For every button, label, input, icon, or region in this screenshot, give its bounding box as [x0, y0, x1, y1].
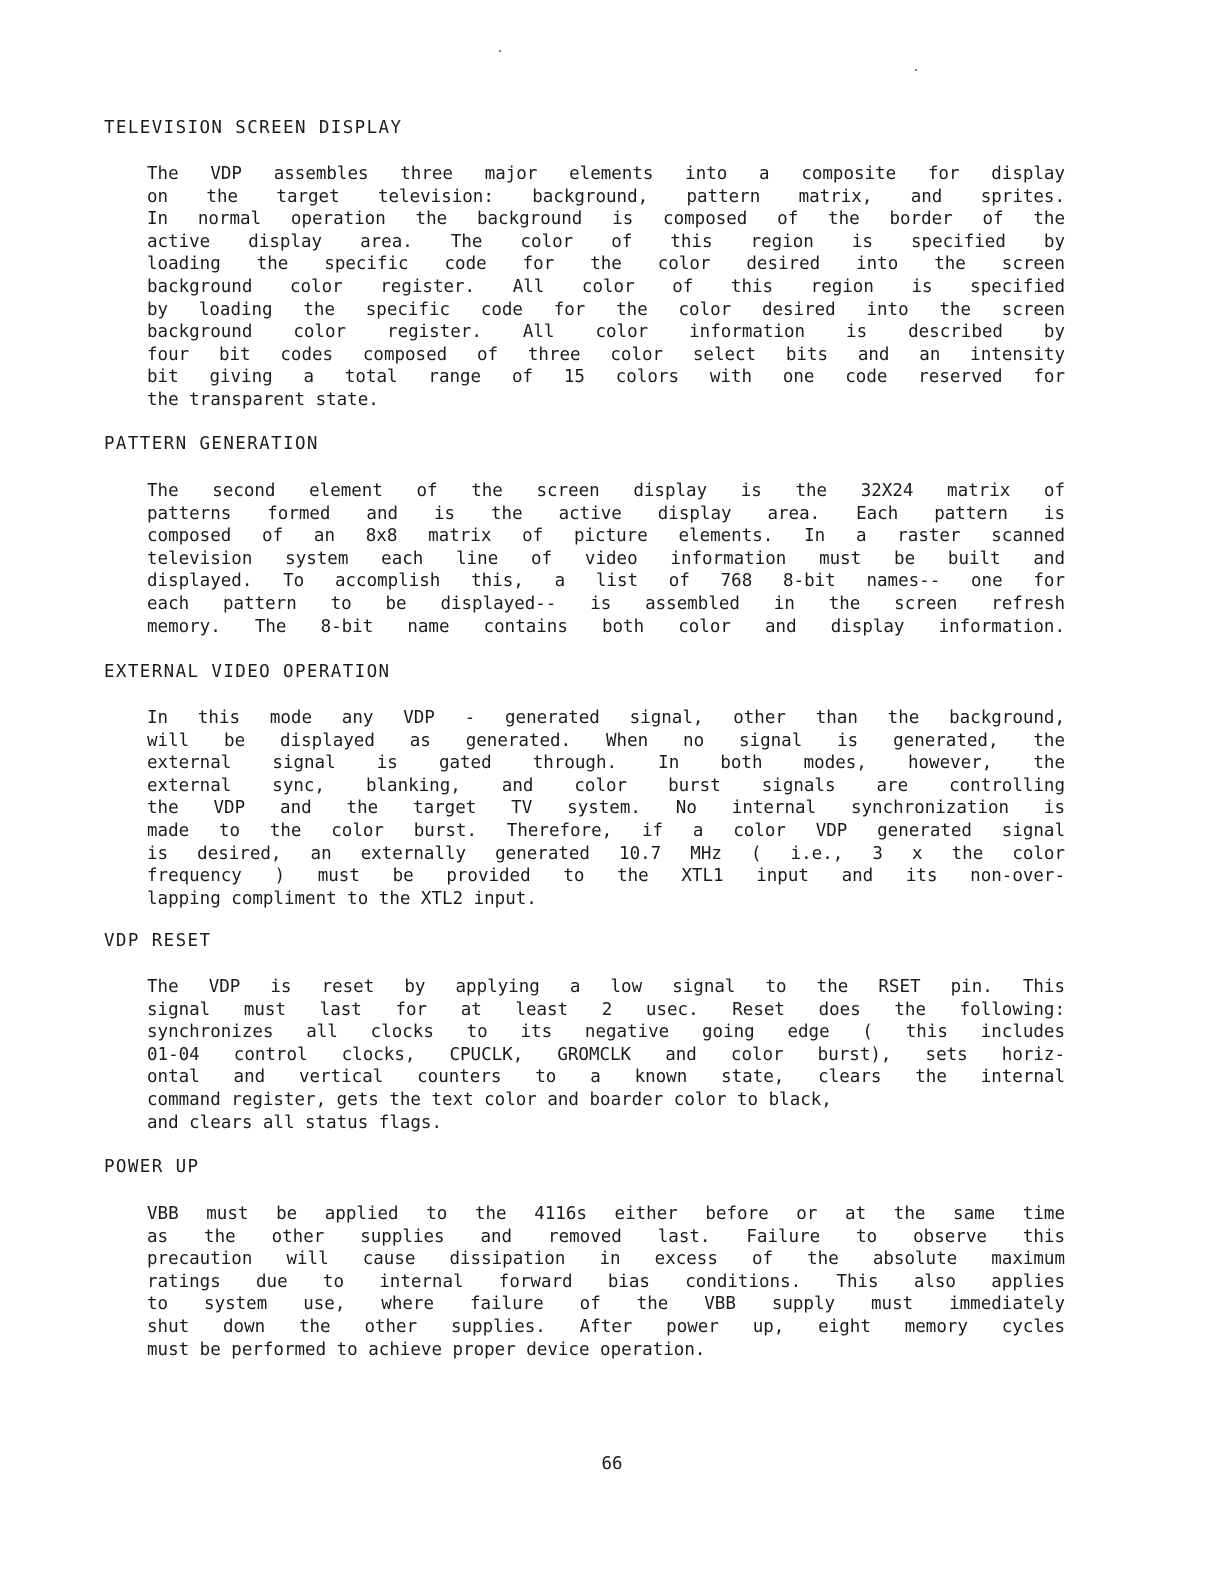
text-line: bit giving a total range of 15 colors with one code reserved for — [147, 367, 1065, 388]
text-line: composed of an 8x8 matrix of picture elements. In a raster scanned — [147, 526, 1065, 547]
text-line: background color register. All color of this region is specified — [147, 276, 1065, 297]
text-line: command register, gets the text color and boarder color to black, — [147, 1089, 832, 1110]
scan-speck — [915, 69, 917, 71]
text-line: the transparent state. — [147, 389, 379, 410]
text-line: by loading the specific code for the color desired into the screen — [147, 299, 1065, 320]
text-line: shut down the other supplies. After power up, eight memory cycles — [147, 1316, 1065, 1337]
section-heading-television-screen-display: TELEVISION SCREEN DISPLAY — [104, 118, 403, 138]
section-heading-external-video-operation: EXTERNAL VIDEO OPERATION — [104, 662, 391, 682]
text-line: external signal is gated through. In both modes, however, the — [147, 753, 1065, 774]
text-line: The second element of the screen display is the 32X24 matrix of — [147, 481, 1065, 501]
text-line: 01-04 control clocks, CPUCLK, GROMCLK and color burst), sets horiz- — [147, 1044, 1065, 1065]
paragraph-television-screen-display — [147, 163, 1065, 412]
section-heading-vdp-reset: VDP RESET — [104, 931, 212, 951]
text-line: background color register. All color information is described by — [147, 322, 1065, 343]
paragraph-power-up — [147, 1203, 1065, 1361]
paragraph-external-video-operation — [147, 707, 1065, 910]
text-line: displayed. To accomplish this, a list of 768 8-bit names-- one for — [147, 571, 1065, 592]
text-line: In normal operation the background is composed of the border of the — [147, 209, 1065, 230]
section-heading-power-up: POWER UP — [104, 1157, 200, 1177]
text-line: on the target television: background, pattern matrix, and sprites. — [147, 186, 1065, 207]
text-line: ontal and vertical counters to a known state, clears the internal — [147, 1067, 1065, 1088]
text-line: lapping compliment to the XTL2 input. — [147, 888, 537, 909]
text-line: and clears all status flags. — [147, 1112, 443, 1133]
text-line: must be performed to achieve proper device operation. — [147, 1339, 706, 1360]
text-line: signal must last for at least 2 usec. Reset does the following: — [147, 999, 1065, 1020]
page-number: 66 — [601, 1454, 623, 1474]
text-line: television system each line of video information must be built and — [147, 548, 1065, 569]
text-line: loading the specific code for the color desired into the screen — [147, 254, 1065, 275]
paragraph-pattern-generation — [147, 480, 1065, 638]
text-line: The VDP is reset by applying a low signal to the RSET pin. This — [147, 977, 1065, 997]
text-line: each pattern to be displayed-- is assembled in the screen refresh — [147, 593, 1065, 614]
scan-speck — [499, 50, 501, 52]
text-line: will be displayed as generated. When no signal is generated, the — [147, 730, 1065, 751]
text-line: ratings due to internal forward bias conditions. This also applies — [147, 1271, 1065, 1292]
text-line: the VDP and the target TV system. No internal synchronization is — [147, 798, 1065, 819]
text-line: frequency ) must be provided to the XTL1 input and its non-over- — [147, 866, 1065, 887]
text-line: precaution will cause dissipation in excess of the absolute maximum — [147, 1249, 1065, 1270]
text-line: patterns formed and is the active display area. Each pattern is — [147, 503, 1065, 524]
text-line: The VDP assembles three major elements into a composite for display — [147, 164, 1065, 184]
text-line: four bit codes composed of three color select bits and an intensity — [147, 344, 1065, 365]
text-line: active display area. The color of this region is specified by — [147, 231, 1065, 252]
text-line: VBB must be applied to the 4116s either before or at the same time — [147, 1204, 1065, 1224]
section-heading-pattern-generation: PATTERN GENERATION — [104, 434, 319, 454]
text-line: as the other supplies and removed last. Failure to observe this — [147, 1226, 1065, 1247]
text-line: synchronizes all clocks to its negative going edge ( this includes — [147, 1022, 1065, 1043]
text-line: to system use, where failure of the VBB supply must immediately — [147, 1294, 1065, 1315]
text-line: made to the color burst. Therefore, if a color VDP generated signal — [147, 820, 1065, 841]
text-line: external sync, blanking, and color burst signals are controlling — [147, 775, 1065, 796]
text-line: memory. The 8-bit name contains both color and display information. — [147, 616, 1065, 637]
text-line: is desired, an externally generated 10.7 MHz ( i.e., 3 x the color — [147, 843, 1065, 864]
paragraph-vdp-reset — [147, 976, 1065, 1134]
text-line: In this mode any VDP - generated signal, other than the background, — [147, 708, 1065, 728]
